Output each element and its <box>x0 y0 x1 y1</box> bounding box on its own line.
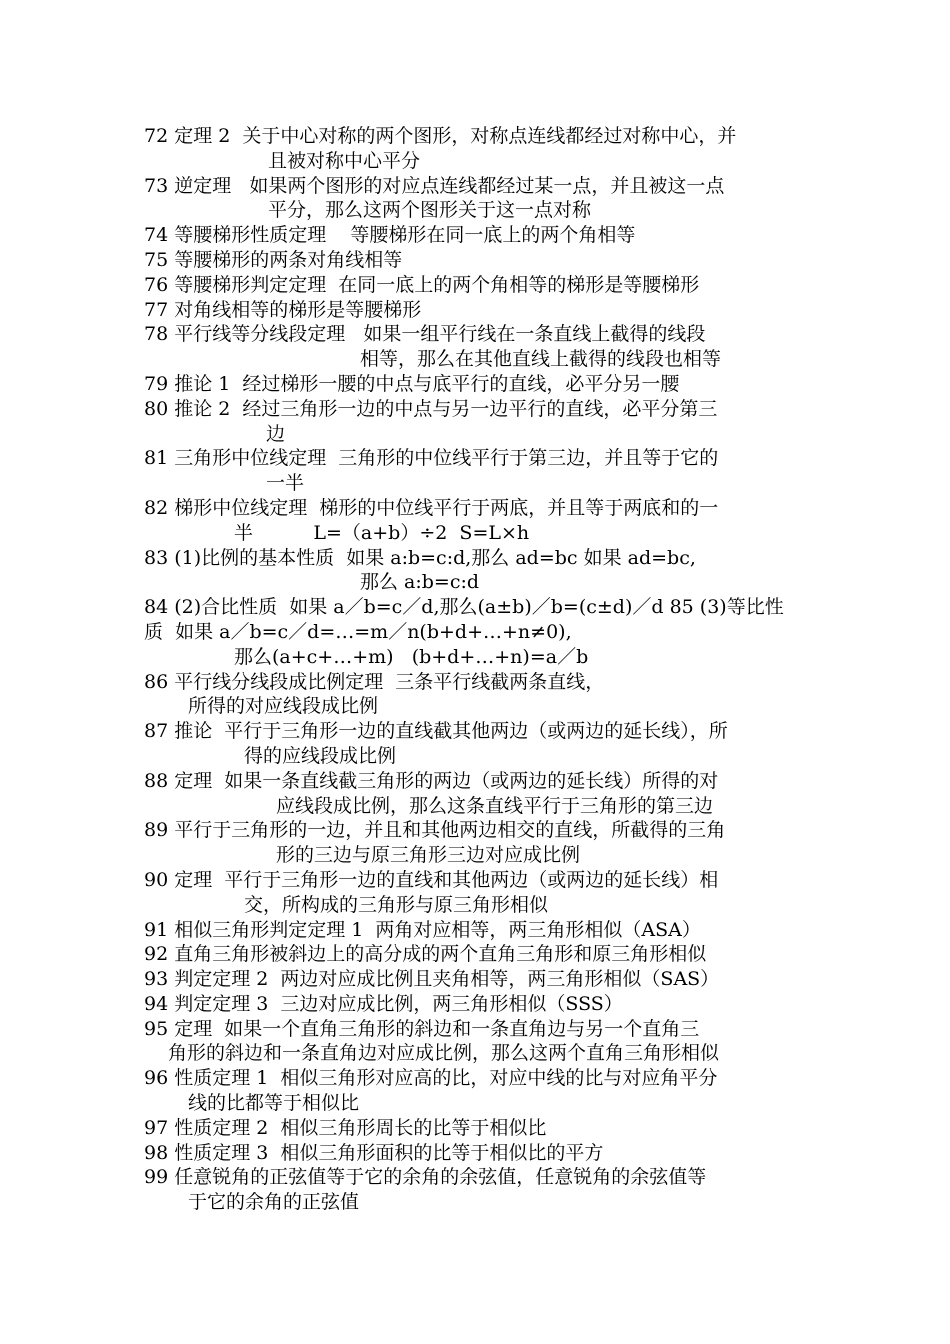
theorem-88: 88 定理 如果一条直线截三角形的两边（或两边的延长线）所得的对 <box>144 769 719 792</box>
theorem-93: 93 判定定理 2 两边对应成比例且夹角相等，两三角形相似（SAS） <box>144 968 720 991</box>
theorem-95-cont: 角形的斜边和一条直角边对应成比例，那么这两个直角三角形相似 <box>168 1042 720 1065</box>
theorem-78: 78 平行线等分线段定理 如果一组平行线在一条直线上截得的线段 <box>144 323 706 346</box>
theorem-87: 87 推论 平行于三角形一边的直线截其他两边（或两边的延长线），所 <box>144 720 728 743</box>
theorem-81: 81 三角形中位线定理 三角形的中位线平行于第三边，并且等于它的 <box>144 447 719 470</box>
theorem-91: 91 相似三角形判定定理 1 两角对应相等，两三角形相似（ASA） <box>144 918 701 941</box>
theorem-95: 95 定理 如果一个直角三角形的斜边和一条直角边与另一个直角三 <box>144 1017 700 1040</box>
theorem-94: 94 判定定理 3 三边对应成比例，两三角形相似（SSS） <box>144 992 623 1015</box>
theorem-90: 90 定理 平行于三角形一边的直线和其他两边（或两边的延长线）相 <box>144 868 719 891</box>
theorem-85: 质 如果 a／b=c／d=…=m／n(b+d+…+n≠0), <box>144 620 572 643</box>
theorem-99: 99 任意锐角的正弦值等于它的余角的余弦值，任意锐角的余弦值等 <box>144 1166 707 1189</box>
theorem-80-cont: 边 <box>266 422 286 445</box>
theorem-73: 73 逆定理 如果两个图形的对应点连线都经过某一点，并且被这一点 <box>144 174 725 197</box>
theorem-96: 96 性质定理 1 相似三角形对应高的比，对应中线的比与对应角平分 <box>144 1067 718 1090</box>
theorem-list <box>144 124 814 1215</box>
theorem-87-cont: 得的应线段成比例 <box>244 744 397 767</box>
theorem-76: 76 等腰梯形判定定理 在同一底上的两个角相等的梯形是等腰梯形 <box>144 273 700 296</box>
theorem-97: 97 性质定理 2 相似三角形周长的比等于相似比 <box>144 1116 547 1139</box>
theorem-92: 92 直角三角形被斜边上的高分成的两个直角三角形和原三角形相似 <box>144 943 707 966</box>
theorem-72-cont: 且被对称中心平分 <box>268 149 421 172</box>
theorem-77: 77 对角线相等的梯形是等腰梯形 <box>144 298 422 321</box>
theorem-86: 86 平行线分线段成比例定理 三条平行线截两条直线， <box>144 670 605 693</box>
theorem-90-cont: 交，所构成的三角形与原三角形相似 <box>244 893 549 916</box>
theorem-75: 75 等腰梯形的两条对角线相等 <box>144 248 403 271</box>
theorem-73-cont: 平分，那么这两个图形关于这一点对称 <box>268 199 592 222</box>
theorem-85-cont: 那么(a+c+…+m) (b+d+…+n)=a／b <box>234 645 589 668</box>
theorem-72: 72 定理 2 关于中心对称的两个图形，对称点连线都经过对称中心，并 <box>144 125 737 147</box>
theorem-99-cont: 于它的余角的正弦值 <box>188 1191 360 1214</box>
theorem-88-cont: 应线段成比例，那么这条直线平行于三角形的第三边 <box>276 794 714 817</box>
theorem-82: 82 梯形中位线定理 梯形的中位线平行于两底，并且等于两底和的一 <box>144 496 719 519</box>
theorem-84: 84 (2)合比性质 如果 a／b=c／d,那么(a±b)／b=(c±d)／d 85 (3)等比性 <box>144 596 784 619</box>
theorem-86-cont: 所得的对应线段成比例 <box>188 695 379 718</box>
theorem-80: 80 推论 2 经过三角形一边的中点与另一边平行的直线，必平分第三 <box>144 397 718 420</box>
theorem-98: 98 性质定理 3 相似三角形面积的比等于相似比的平方 <box>144 1141 604 1164</box>
theorem-89-cont: 形的三边与原三角形三边对应成比例 <box>276 844 581 867</box>
theorem-89: 89 平行于三角形的一边，并且和其他两边相交的直线，所截得的三角 <box>144 819 726 842</box>
theorem-82-cont: 半 L=（a+b）÷2 S=L×h <box>234 521 530 544</box>
theorem-96-cont: 线的比都等于相似比 <box>188 1092 360 1115</box>
theorem-83: 83 (1)比例的基本性质 如果 a:b=c:d,那么 ad=bc 如果 ad=bc, <box>144 546 696 569</box>
theorem-79: 79 推论 1 经过梯形一腰的中点与底平行的直线，必平分另一腰 <box>144 372 680 395</box>
theorem-83-cont: 那么 a:b=c:d <box>360 571 480 594</box>
theorem-81-cont: 一半 <box>266 472 305 495</box>
theorem-74: 74 等腰梯形性质定理 等腰梯形在同一底上的两个角相等 <box>144 224 636 247</box>
theorem-78-cont: 相等，那么在其他直线上截得的线段也相等 <box>360 348 722 371</box>
